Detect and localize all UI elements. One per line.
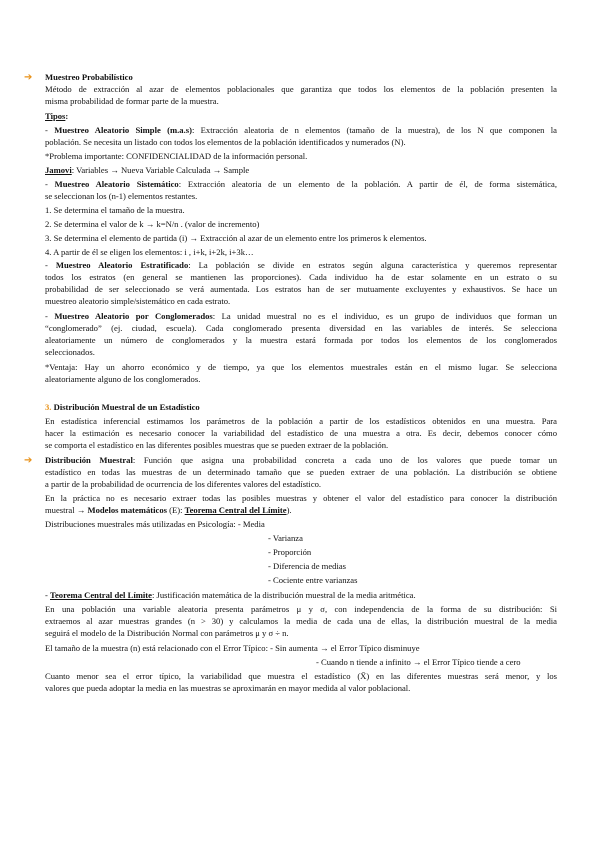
ventaja-note: *Ventaja: Hay un ahorro económico y de tiempo, ya que los elementos muestrales están en el mismo lugar. Se selecciona xyxy=(45,362,557,372)
paragraph-line: Cuanto menor sea el error típico, la variabilidad que muestra el estadístico (X̄) en las diferentes muestras será menor, y los xyxy=(45,671,557,681)
paragraph-line: probabilidad de ser seleccionado se verá aumentada. Los estratos han de ser mutuamente excluyentes y exhaustivos. Se hace un xyxy=(45,284,557,294)
section-title-distribucion: 3. Distribución Muestral de un Estadístico xyxy=(45,402,200,412)
list-item: - Diferencia de medias xyxy=(268,561,347,571)
paragraph-line: a partir de la probabilidad de ocurrencia de los diferentes valores del estadístico. xyxy=(45,479,322,489)
modelos-line: muestral → Modelos matemáticos (E): Teorema Central del Límite). xyxy=(45,505,292,515)
tcl-line: - Teorema Central del Límite: Justificación matemática de la distribución muestral de la media aritmética. xyxy=(45,590,416,600)
list-item: - Proporción xyxy=(268,547,312,557)
paragraph-line: seguirá el modelo de la Distribución Normal con parámetros μ y σ ÷ n. xyxy=(45,628,289,638)
paragraph-line: hacer la estimación es necesario conocer la variabilidad del estadístico de una muestra a otra. Es decir, debemos conocer cómo xyxy=(45,428,557,438)
paragraph-line: muestreo aleatorio simple/sistemático en cada estrato. xyxy=(45,296,231,306)
list-item: - Varianza xyxy=(268,533,303,543)
paragraph-line: estadístico en todas las muestras de un determinado tamaño que se pueden extraer de una población. La distribución se obtiene xyxy=(45,467,557,477)
paragraph-line: se seleccionan los (n-1) elementos restantes. xyxy=(45,191,198,201)
list-item: - Cociente entre varianzas xyxy=(268,575,358,585)
arrow-right-icon: ➔ xyxy=(24,72,33,83)
problema-note: *Problema importante: CONFIDENCIALIDAD de la información personal. xyxy=(45,151,308,161)
step-item: 3. Se determina el elemento de partida (i) → Extracción al azar de un elemento entre los primeros k elementos. xyxy=(45,233,427,243)
paragraph-line: aleatoriamente un número de conglomerados y la muestra estará formada por todos los elementos de los conglomerados xyxy=(45,335,557,345)
paragraph-line: misma probabilidad de formar parte de la muestra. xyxy=(45,96,219,106)
paragraph-line: En estadística inferencial estimamos los parámetros de la población a partir de los estadísticos obtenidos en una muestra. Para xyxy=(45,416,557,426)
distribuciones-intro: Distribuciones muestrales más utilizadas en Psicología: - Media xyxy=(45,519,265,529)
sistematico-line: - Muestreo Aleatorio Sistemático: Extracción aleatoria de un elemento de la población. A partir de él, de forma sistemática, xyxy=(45,179,557,189)
section-title-muestreo: Muestreo Probabilístico xyxy=(45,72,133,82)
paragraph-line: valores que pueda adoptar la media en las muestras se aproximarán en mayor medida al valor poblacional. xyxy=(45,683,411,693)
step-item: 2. Se determina el valor de k → k=N/n . (valor de incremento) xyxy=(45,219,260,229)
paragraph-line: En una población una variable aleatoria presenta parámetros μ y σ, con independencia de la forma de su distribución: Si xyxy=(45,604,557,614)
paragraph-line: población. Se necesita un listado con todos los elementos de la población identificados y numerados (N). xyxy=(45,137,406,147)
mas-line: - Muestreo Aleatorio Simple (m.a.s): Extracción aleatoria de n elementos (tamaño de la muestra), de los N que componen la xyxy=(45,125,557,135)
step-item: 1. Se determina el tamaño de la muestra. xyxy=(45,205,185,215)
paragraph-line: “conglomerado” (ej. ciudad, escuela). Cada conglomerado presenta diversidad en las variables de interés. Se selecciona xyxy=(45,323,557,333)
tamano-line: El tamaño de la muestra (n) está relacionado con el Error Típico: - Sin aumenta → el Error Típico disminuye xyxy=(45,643,420,653)
distribucion-muestral-line: Distribución Muestral: Función que asigna una probabilidad concreta a cada uno de los valores que puede tomar un xyxy=(45,455,557,465)
tamano-line-2: - Cuando n tiende a infinito → el Error Típico tiende a cero xyxy=(316,657,521,667)
paragraph-line: extraemos al azar muestras grandes (n > 30) y calculamos la media de cada una de ellas, la distribución muestral de la media xyxy=(45,616,557,626)
paragraph-line: En la práctica no es necesario extraer todas las posibles muestras y obtener el valor del estadístico para conocer la distribución xyxy=(45,493,557,503)
conglomerados-line: - Muestreo Aleatorio por Conglomerados: La unidad muestral no es el individuo, es un grupo de individuos que forman un xyxy=(45,311,557,321)
tipos-heading: Tipos: xyxy=(45,111,69,121)
estratificado-line: - Muestreo Aleatorio Estratificado: La población se divide en estratos según alguna característica y queremos representar xyxy=(45,260,557,270)
jamovi-line: Jamovi: Variables → Nueva Variable Calculada → Sample xyxy=(45,165,250,175)
paragraph-line: Método de extracción al azar de elementos poblacionales que garantiza que todos los elementos de la población presenten la xyxy=(45,84,557,94)
arrow-right-icon: ➔ xyxy=(24,455,33,466)
paragraph-line: se comporta el estadístico en las diferentes posibles muestras que se pueden extraer de la población. xyxy=(45,440,389,450)
step-item: 4. A partir de él se eligen los elementos: i , i+k, i+2k, i+3k… xyxy=(45,247,254,257)
paragraph-line: todos los estratos (en general se mantienen las proporciones). Cada individuo ha de estar solamente en un estrato o su xyxy=(45,272,557,282)
paragraph-line: aleatoriamente alguno de los conglomerados. xyxy=(45,374,201,384)
paragraph-line: seleccionados. xyxy=(45,347,95,357)
